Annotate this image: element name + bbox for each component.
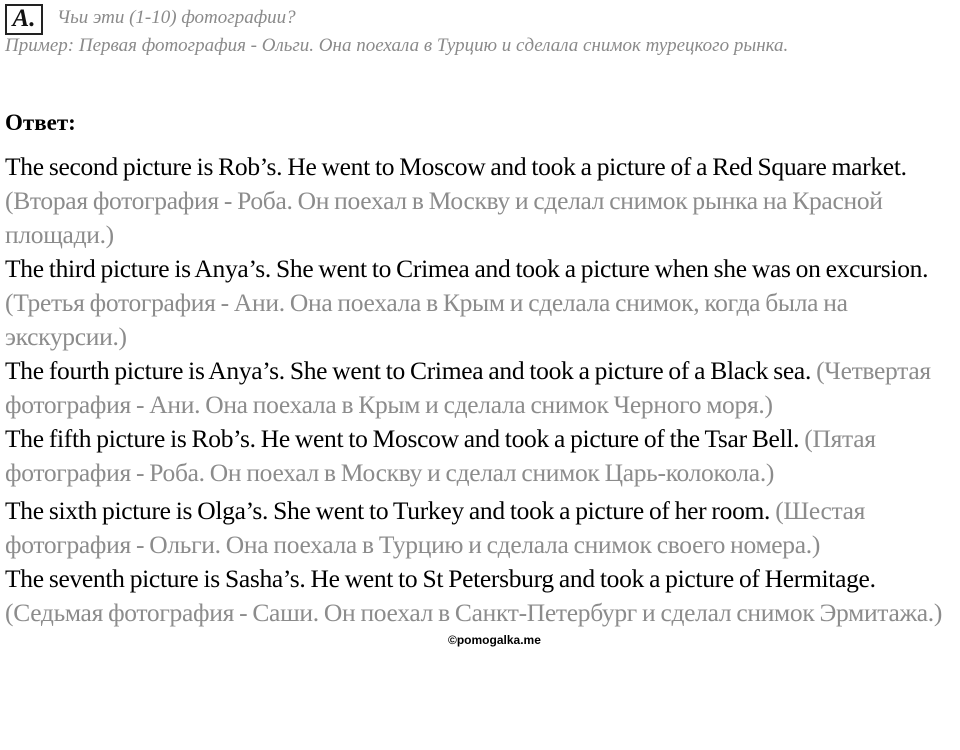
answer-russian: (Седьмая фотография - Саши. Он поехал в Санкт-Петербург и сделал снимок Эрмитажа.)	[5, 598, 943, 627]
task-title-line	[5, 4, 955, 35]
answer-item	[5, 354, 960, 422]
task-letter-box: A.	[5, 4, 43, 35]
answer-english: The sixth picture is Olga’s. She went to Turkey and took a picture of her room.	[5, 496, 771, 525]
answer-english: The second picture is Rob’s. He went to Moscow and took a picture of a Red Square market.	[5, 152, 907, 181]
answer-english: The fourth picture is Anya’s. She went to Crimea and took a picture of a Black sea.	[5, 356, 812, 385]
answer-english: The fifth picture is Rob’s. He went to Moscow and took a picture of the Tsar Bell.	[5, 424, 800, 453]
answer-russian: (Вторая фотография - Роба. Он поехал в Москву и сделал снимок рынка на Красной площади.)	[5, 186, 883, 249]
answer-russian: (Третья фотография - Ани. Она поехала в Крым и сделала снимок, когда была на экскурсии.)	[5, 288, 848, 351]
answer-english: The seventh picture is Sasha’s. He went to St Petersburg and took a picture of Hermitage.	[5, 564, 876, 593]
answer-russian: (Шестая фотография - Ольги. Она поехала в Турцию и сделала снимок своего номера.)	[5, 496, 866, 559]
task-example: Пример: Первая фотография - Ольги. Она поехала в Турцию и сделала снимок турецкого рынка.	[5, 35, 789, 56]
watermark: ©pomogalka.me	[448, 633, 541, 647]
task-question: Чьи эти (1-10) фотографии?	[57, 7, 296, 28]
answer-russian: (Пятая фотография - Роба. Он поехал в Москву и сделал снимок Царь-колокола.)	[5, 424, 876, 487]
task-header	[5, 4, 955, 59]
answer-item	[5, 252, 960, 354]
answer-label: Ответ:	[5, 110, 76, 135]
answer-item	[5, 494, 960, 562]
answer-item	[5, 422, 960, 490]
answer-item	[5, 562, 960, 630]
answer-list	[5, 150, 960, 630]
answer-russian: (Четвертая фотография - Ани. Она поехала в Крым и сделала снимок Черного моря.)	[5, 356, 931, 419]
answer-item	[5, 150, 960, 252]
answer-english: The third picture is Anya’s. She went to Crimea and took a picture when she was on excursion.	[5, 254, 929, 283]
